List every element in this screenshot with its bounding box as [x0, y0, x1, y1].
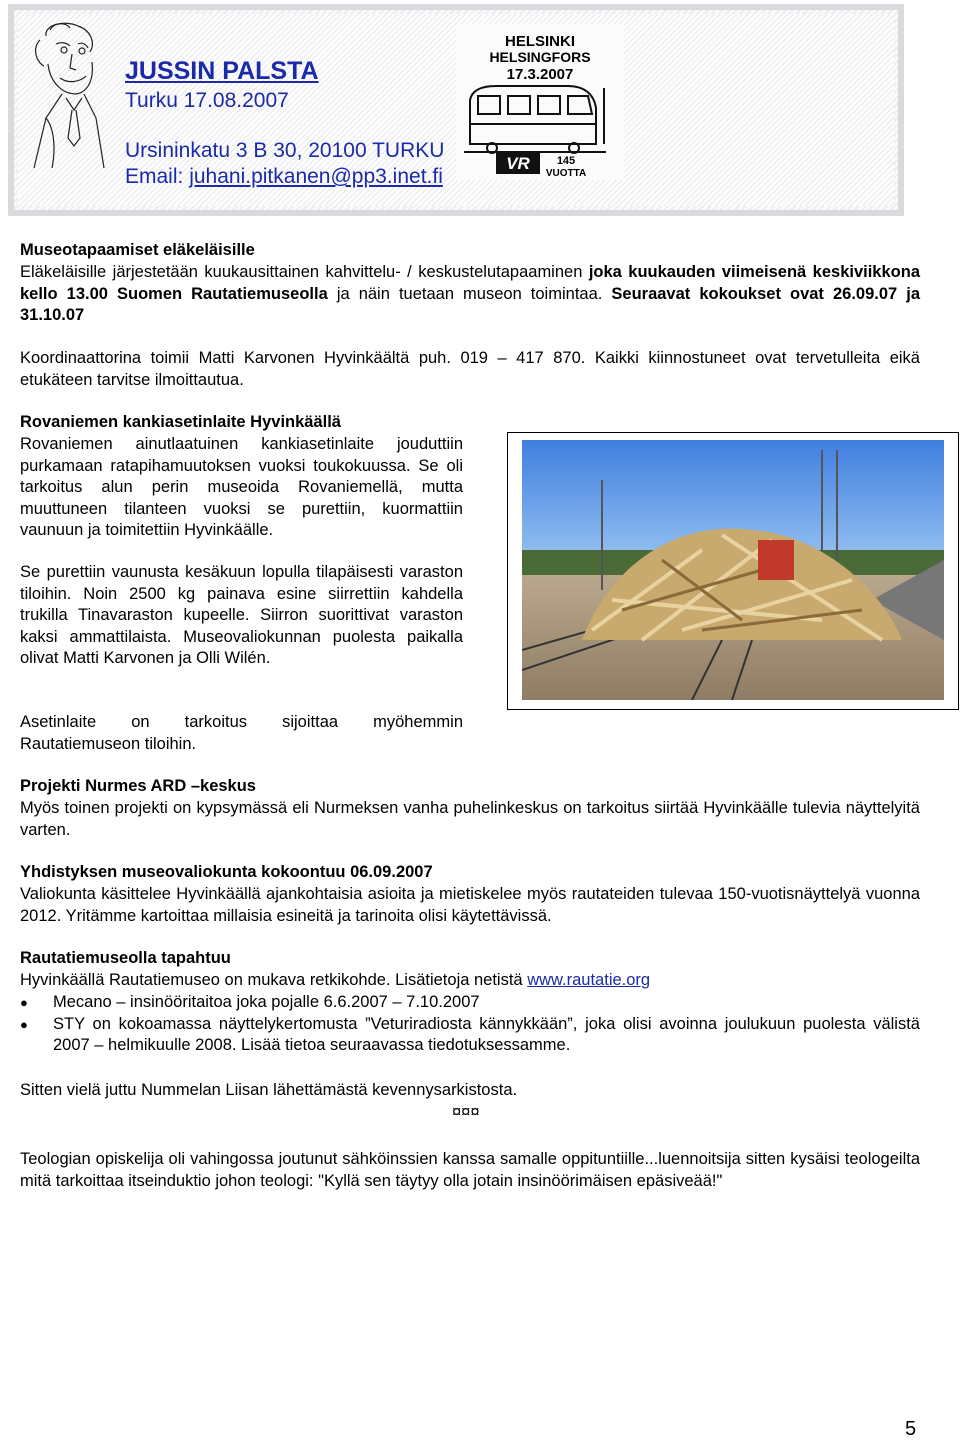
section-museum-meetings-title: Museotapaamiset eläkeläisille: [20, 241, 255, 259]
header-date: Turku 17.08.2007: [125, 89, 289, 112]
nurmes-paragraph: Myös toinen projekti on kypsymässä eli Nurmeksen vanha puhelinkeskus on tarkoitus siirtää Hyvinkäälle tulevia näyttelyitä varten.: [20, 799, 920, 839]
header-email-line: [125, 164, 465, 190]
caricature-sketch-image: [26, 18, 108, 176]
bullet-item-sty: ● STY on kokoamassa näyttelykertomusta ”Veturiradiosta kännykkään”, joka olisi avoinna joulukuun puolesta välistä 2007 – helmikuulle 2008. Lisää tietoa seuraavassa tiedotuksessamme.: [20, 1014, 920, 1057]
rautatie-website-link[interactable]: www.rautatie.org: [527, 971, 651, 989]
meetings-text-b: joka kuukauden viimeisenä keskiviikkona kello 13.00 Suomen Rautatiemuseolla: [20, 263, 920, 303]
events-intro-text: Hyvinkäällä Rautatiemuseo on mukava retkikohde. Lisätietoja netistä: [20, 971, 528, 989]
header-address: Ursininkatu 3 B 30, 20100 TURKU: [125, 139, 445, 162]
column-title: JUSSIN PALSTA: [125, 57, 319, 85]
page-number: 5: [905, 1418, 917, 1440]
stamp-line1: HELSINKI: [504, 33, 576, 50]
committee-paragraph: Valiokunta käsittelee Hyvinkäällä ajankohtaisia asioita ja mietiskelee myös rautateiden tulevaa 150-vuotisnäyttelyä vuonna 2012. Yritämme kartoittaa millaisia esineitä ja tarinoita olisi käytettävissä.: [20, 885, 920, 925]
section-nurmes-title: Projekti Nurmes ARD –keskus: [20, 777, 256, 795]
rovaniemi-paragraph-3: Asetinlaite on tarkoitus sijoittaa myöhemmin Rautatiemuseon tiloihin.: [20, 713, 463, 753]
section-events-title: Rautatiemuseolla tapahtuu: [20, 949, 231, 967]
meetings-text-a: Eläkeläisille järjestetään kuukausittainen kahvittelu- / keskustelutapaaminen: [20, 263, 589, 281]
section-rovaniemi-title: Rovaniemen kankiasetinlaite Hyvinkäällä: [20, 413, 341, 431]
rovaniemi-paragraph-1: Rovaniemen ainutlaatuinen kankiasetinlaite jouduttiin purkamaan ratapihamuutoksen vuoksi toukokuussa. Se oli tarkoitus alun perin museoida Rovaniemellä, mutta muuttuneen tilanteen vuoksi se purettiin, kuormattiin vaunuun ja toimitettiin Hyvinkäälle.: [20, 435, 463, 539]
events-intro: [20, 970, 920, 992]
separator-mark: ¤¤¤: [452, 1103, 480, 1121]
events-bullet-list: [20, 992, 920, 1057]
section-committee-title: Yhdistyksen museovaliokunta kokoontuu 06.09.2007: [20, 863, 433, 881]
helsinki-stamp-image: [456, 24, 624, 180]
email-label: Email:: [125, 165, 184, 188]
rovaniemi-paragraph-2: Se purettiin vaunusta kesäkuun lopulla tilapäisesti varaston tiloihin. Noin 2500 kg painava esine siirrettiin kahdella trukilla Tinavaraston kupeelle. Siirron suorittivat varaston kaksi ammattilaista. Museovaliokunnan puolesta paikalla olivat Matti Karvonen ja Olli Wilén.: [20, 563, 463, 667]
joke-intro: Sitten vielä juttu Nummelan Liisan lähettämästä kevennysarkistosta.: [20, 1081, 518, 1099]
joke-paragraph: Teologian opiskelija oli vahingossa joutunut sähköinssien kanssa samalle oppituntiille...luennoitsija sitten kysäisi teologeilta mitä tarkoittaa itseinduktio johon teologi: "Kyllä sen täytyy olla jotain insinöörimäisen epäsiveää!": [20, 1150, 920, 1190]
meetings-text-d: Seuraavat kokoukset ovat 26.09.07 ja 31.10.07: [20, 284, 920, 324]
stamp-badge-word: VUOTTA: [545, 168, 587, 179]
demolished-interlocking-photo: [522, 440, 944, 700]
email-link[interactable]: juhani.pitkanen@pp3.inet.fi: [189, 165, 443, 188]
stamp-logo: VR: [506, 154, 530, 173]
stamp-line2: HELSINGFORS: [489, 49, 591, 65]
stamp-line3: 17.3.2007: [506, 66, 574, 83]
coordinator-paragraph: Koordinaattorina toimii Matti Karvonen Hyvinkäältä puh. 019 – 417 870. Kaikki kiinnostuneet ovat tervetulleita eikä etukäteen tarvitse ilmoittautua.: [20, 349, 920, 389]
bullet-item-mecano: ● Mecano – insinööritaitoa joka pojalle 6.6.2007 – 7.10.2007: [20, 992, 920, 1014]
section-museum-meetings-body: [20, 262, 920, 327]
meetings-text-c: ja näin tuetaan museon toimintaa.: [327, 284, 612, 303]
stamp-badge-number: 145: [556, 155, 576, 167]
